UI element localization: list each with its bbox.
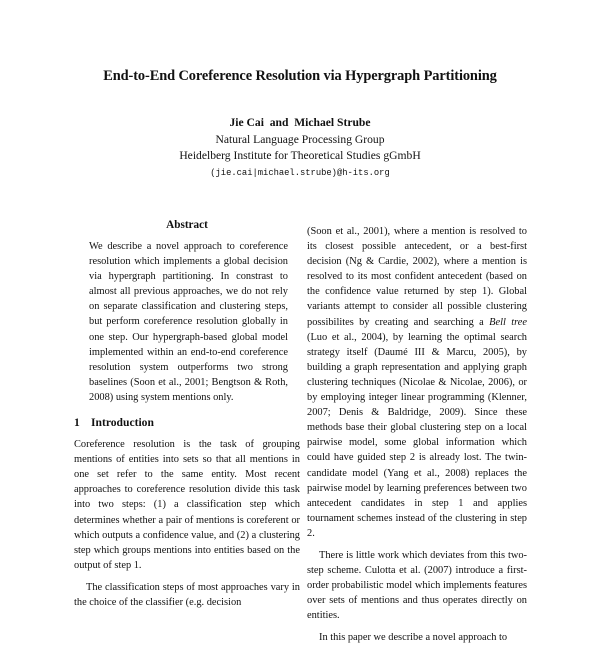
affiliation-group: Natural Language Processing Group [215,132,385,146]
abstract-body [74,239,300,405]
right-paragraph-1-rest: (Luo et al., 2004), by learning the optimal search strategy itself (Daumé III & Marcu, 2005), by building a graph representation and applying graph clustering techniques (Nicolae & Nicolae, 2006), or by employing integer linear programming (Klenner, 2007; Denis & Baldridge, 2009). Since these methods base their global clustering step on a local pairwise model, some global information which could have guided step 2 is already lost. The twin-candidate model (Yang et al., 2008) replaces the pairwise model by learning preferences between two antecedent candidates in step 1 and applies tournament schemes instead of the clustering in step 2. [307,331,527,539]
affiliation-institute: Heidelberg Institute for Theoretical Studies gGmbH [179,149,421,162]
intro-paragraph-2: The classification steps of most approaches vary in the choice of the classifier (e.g. decision [74,581,300,608]
section-number: 1 [74,416,80,430]
right-paragraph-3: In this paper we describe a novel approach to [319,632,508,644]
abstract-heading: Abstract [166,219,208,231]
bell-tree-term: Bell tree [489,316,527,328]
right-column [307,224,527,646]
abstract-text: We describe a novel approach to coreference resolution which implements a global decision via hypergraph partitioning. In constrast to almost all previous approaches, we do not rely on separate classification and clustering steps, but perform coreference resolution globally in one step. Our hypergraph-based global model implemented within an end-to-end coreference resolution system outperforms two strong baselines (Soon et al., 2001; Bengtson & Roth, 2008) using system mentions only. [89,241,288,403]
right-paragraph-1-start: (Soon et al., 2001), where a mention is resolved to its closest possible antecedent, or a best-first decision (Ng & Cardie, 2002), where a mention is resolved to its most confident antecedent (based on the confidence value returned by step 1). Global variants attempt to consider all possible clustering possibilites by creating and searching a [307,226,527,328]
intro-paragraph-1: Coreference resolution is the task of grouping mentions of entities into sets so that all mentions in one set refer to the same entity. Most recent approaches to coreference resolution divide this task into two steps: (1) a classification step which determines whether a pair of mentions is coreferent or which outputs a confidence value, and (2) a clustering step which groups mentions into entities based on the output of step 1. [74,439,300,571]
left-column [74,218,300,610]
right-paragraph-2: There is little work which deviates from this two-step scheme. Culotta et al. (2007) introduce a first-order probabilistic model which implements features over sets of mentions and thus operates directly on entities. [307,549,527,622]
section-title: Introduction [91,416,154,430]
author-block [0,115,600,181]
author-email: (jie.cai|michael.strube)@h-its.org [210,167,390,178]
author-names: Jie Cai and Michael Strube [229,116,371,129]
right-paragraph-1 [307,224,527,541]
section-heading-introduction [74,416,300,430]
paper-title: End-to-End Coreference Resolution via Hypergraph Partitioning [103,68,497,84]
